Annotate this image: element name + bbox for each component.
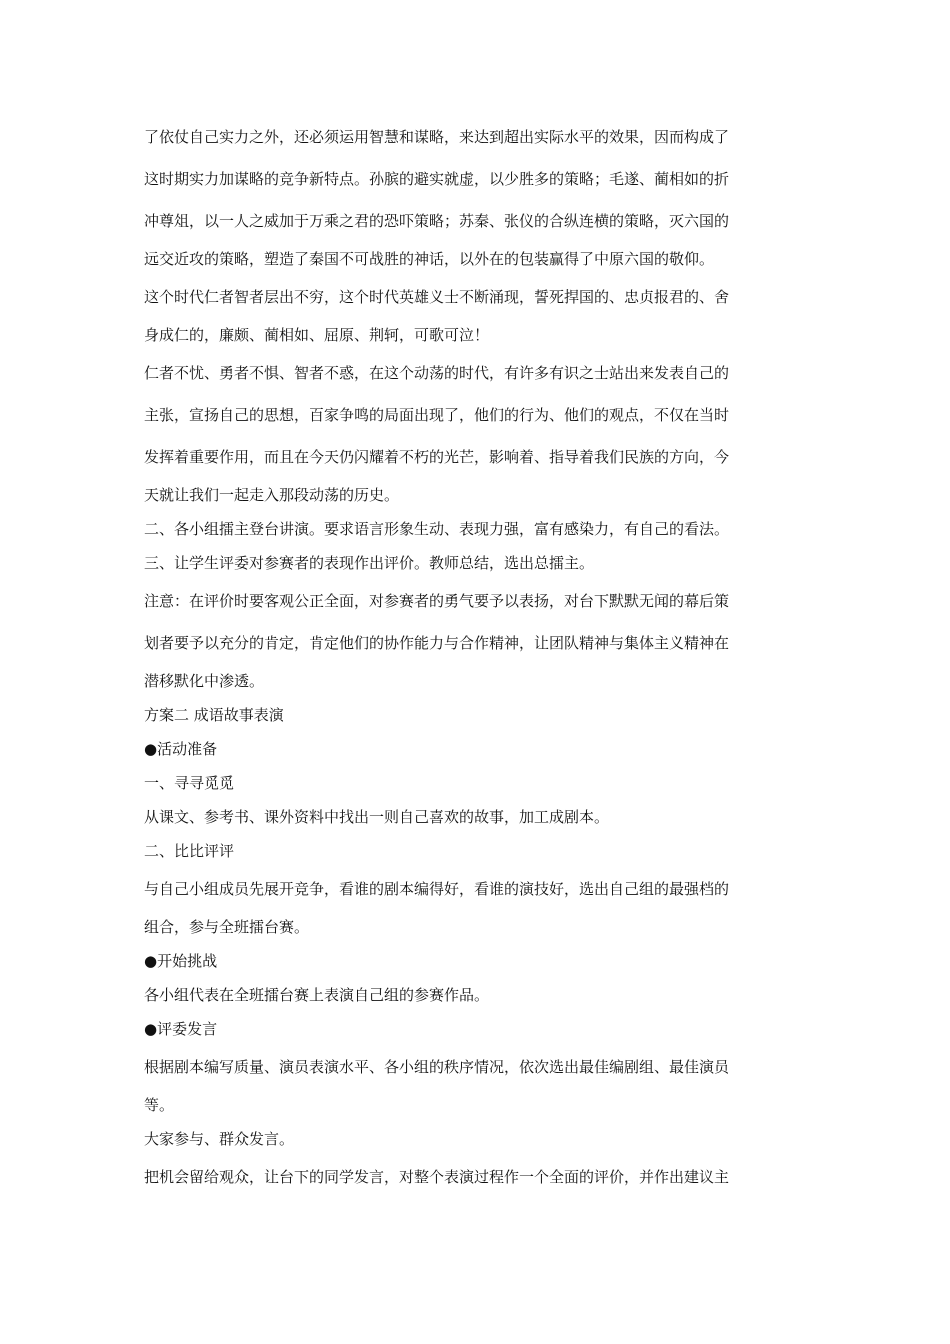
text-line: 与自己小组成员先展开竞争，看谁的剧本编得好，看谁的演技好，选出自己组的最强档的: [144, 880, 730, 898]
text-line: 这个时代仁者智者层出不穷，这个时代英雄义士不断涌现，誓死捍国的、忠贞报君的、舍: [144, 288, 730, 306]
text-line: 冲尊俎，以一人之威加于万乘之君的恐吓策略；苏秦、张仪的合纵连横的策略，灭六国的: [144, 212, 730, 230]
text-line: ●评委发言: [144, 1020, 218, 1038]
text-line: 主张，宣扬自己的思想，百家争鸣的局面出现了，他们的行为、他们的观点，不仅在当时: [144, 406, 730, 424]
text-line: 根据剧本编写质量、演员表演水平、各小组的秩序情况，依次选出最佳编剧组、最佳演员: [144, 1058, 730, 1076]
text-line: 大家参与、群众发言。: [144, 1130, 295, 1148]
text-line: 方案二 成语故事表演: [144, 706, 284, 724]
text-line: 二、各小组擂主登台讲演。要求语言形象生动、表现力强，富有感染力，有自己的看法。: [144, 520, 730, 538]
text-line: 身成仁的，廉颇、蔺相如、屈原、荆轲，可歌可泣！: [144, 326, 490, 344]
text-line: 仁者不忧、勇者不惧、智者不惑，在这个动荡的时代，有许多有识之士站出来发表自己的: [144, 364, 730, 382]
text-line: 注意：在评价时要客观公正全面，对参赛者的勇气要予以表扬，对台下默默无闻的幕后策: [144, 592, 730, 610]
text-line: 组合，参与全班擂台赛。: [144, 918, 310, 936]
text-line: 一、寻寻觅觅: [144, 774, 235, 792]
text-line: 各小组代表在全班擂台赛上表演自己组的参赛作品。: [144, 986, 490, 1004]
text-line: 天就让我们一起走入那段动荡的历史。: [144, 486, 400, 504]
text-line: 从课文、参考书、课外资料中找出一则自己喜欢的故事，加工成剧本。: [144, 808, 610, 826]
text-line: 这时期实力加谋略的竞争新特点。孙膑的避实就虚，以少胜多的策略；毛遂、蔺相如的折: [144, 170, 730, 188]
document-page: [144, 116, 808, 1198]
text-line: 等。: [144, 1096, 175, 1114]
text-line: 远交近攻的策略，塑造了秦国不可战胜的神话，以外在的包装赢得了中原六国的敬仰。: [144, 250, 715, 268]
document-body: [144, 116, 808, 1198]
text-line: 把机会留给观众，让台下的同学发言，对整个表演过程作一个全面的评价，并作出建议主: [144, 1168, 730, 1186]
text-line: ●开始挑战: [144, 952, 218, 970]
text-line: ●活动准备: [144, 740, 218, 758]
text-line: 划者要予以充分的肯定，肯定他们的协作能力与合作精神，让团队精神与集体主义精神在: [144, 634, 730, 652]
text-line: 三、让学生评委对参赛者的表现作出评价。教师总结，选出总擂主。: [144, 554, 595, 572]
text-line: 发挥着重要作用，而且在今天仍闪耀着不朽的光芒，影响着、指导着我们民族的方向，今: [144, 448, 730, 466]
text-line: 了依仗自己实力之外，还必须运用智慧和谋略，来达到超出实际水平的效果，因而构成了: [144, 128, 730, 146]
text-line: 潜移默化中渗透。: [144, 672, 265, 690]
text-line: 二、比比评评: [144, 842, 235, 860]
